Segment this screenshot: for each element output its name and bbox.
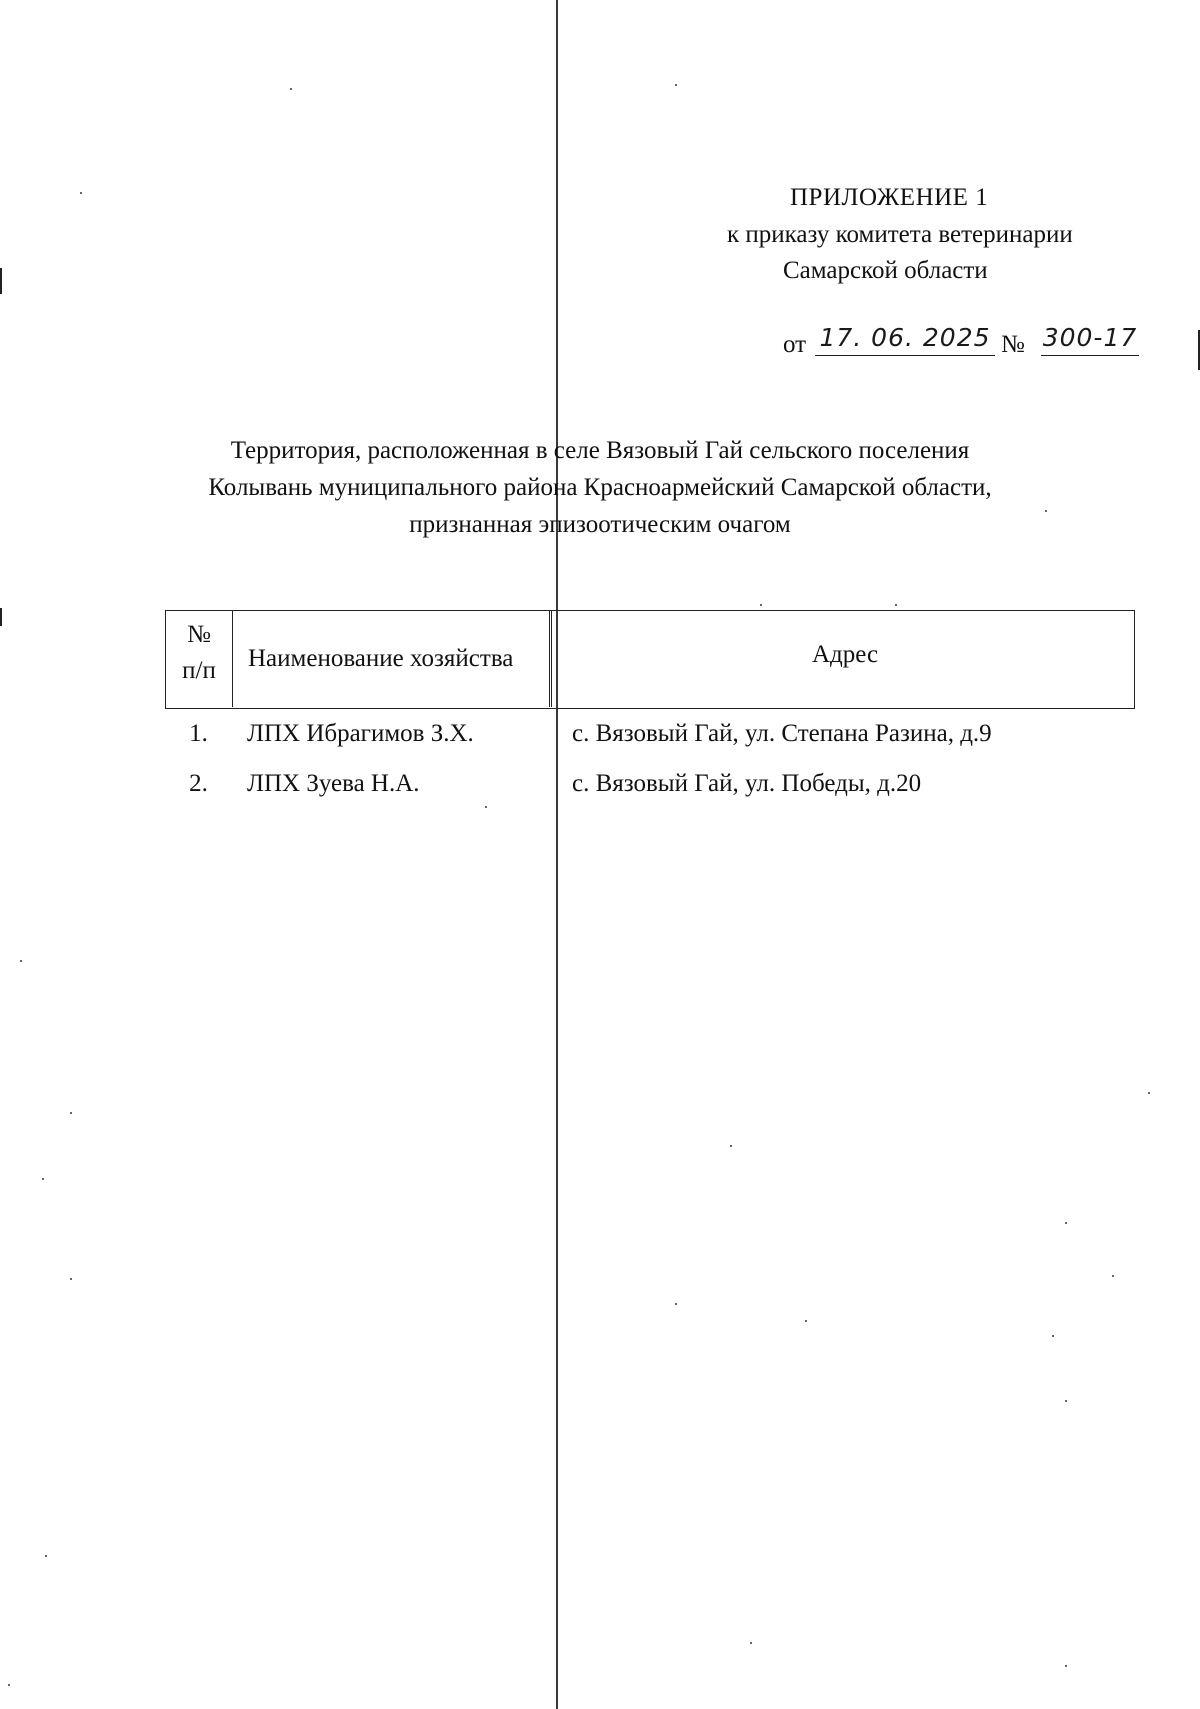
scan-speck xyxy=(895,604,897,606)
scan-speck xyxy=(42,1178,44,1180)
scan-speck xyxy=(1065,1400,1067,1402)
scan-speck xyxy=(1112,1275,1114,1277)
table-row xyxy=(165,759,1135,809)
row-address: с. Вязовый Гай, ул. Степана Разина, д.9 xyxy=(572,720,992,747)
scan-speck xyxy=(730,1145,732,1147)
order-reference-line2: Самарской области xyxy=(783,257,988,284)
scan-speck xyxy=(70,1278,72,1280)
header-farm-name: Наименование хозяйства xyxy=(234,611,552,707)
header-number-sign: № xyxy=(187,621,211,648)
table-row xyxy=(165,709,1135,759)
row-number: 2. xyxy=(189,770,208,797)
header-number xyxy=(166,611,233,707)
appendix-title: ПРИЛОЖЕНИЕ 1 xyxy=(790,184,989,211)
title-line: Колывань муниципального района Красноармейский Самарской области, xyxy=(208,474,992,501)
document-title xyxy=(150,432,1050,543)
order-date-number xyxy=(783,323,1143,363)
scan-speck xyxy=(1052,1335,1054,1337)
row-farm-name: ЛПХ Ибрагимов З.Х. xyxy=(247,720,474,747)
scan-speck xyxy=(805,1320,807,1322)
scan-speck xyxy=(8,1684,10,1686)
header-address: Адрес xyxy=(811,641,879,668)
order-reference-line1: к приказу комитета ветеринарии xyxy=(727,221,1073,248)
order-date-handwritten: 17. 06. 2025 xyxy=(815,321,995,356)
farms-table xyxy=(165,610,1135,809)
scan-speck xyxy=(80,192,82,194)
scan-speck xyxy=(290,88,292,90)
scan-speck xyxy=(1065,1665,1067,1667)
number-label: № xyxy=(1001,331,1025,358)
scan-speck xyxy=(1148,1092,1150,1094)
title-line: признанная эпизоотическим очагом xyxy=(409,511,791,538)
scan-speck xyxy=(675,84,677,86)
row-address: с. Вязовый Гай, ул. Победы, д.20 xyxy=(572,770,922,797)
title-line: Территория, расположенная в селе Вязовый Гай сельского поселения xyxy=(230,437,970,464)
table-header xyxy=(165,610,1135,709)
row-number: 1. xyxy=(189,720,208,747)
date-label: от xyxy=(783,331,807,358)
header-number-pp: п/п xyxy=(182,657,216,684)
scan-edge-mark xyxy=(0,608,2,626)
scan-fold-line xyxy=(556,0,558,1709)
scan-speck xyxy=(45,1555,47,1557)
scan-speck xyxy=(760,604,762,606)
row-farm-name: ЛПХ Зуева Н.А. xyxy=(247,770,420,797)
scan-speck xyxy=(750,1642,752,1644)
scan-speck xyxy=(675,1303,677,1305)
scan-speck xyxy=(70,1112,72,1114)
scan-speck xyxy=(20,960,22,962)
order-number-handwritten: 300-17 xyxy=(1041,321,1139,356)
scan-edge-mark xyxy=(0,268,2,294)
scan-speck xyxy=(1065,1222,1067,1224)
